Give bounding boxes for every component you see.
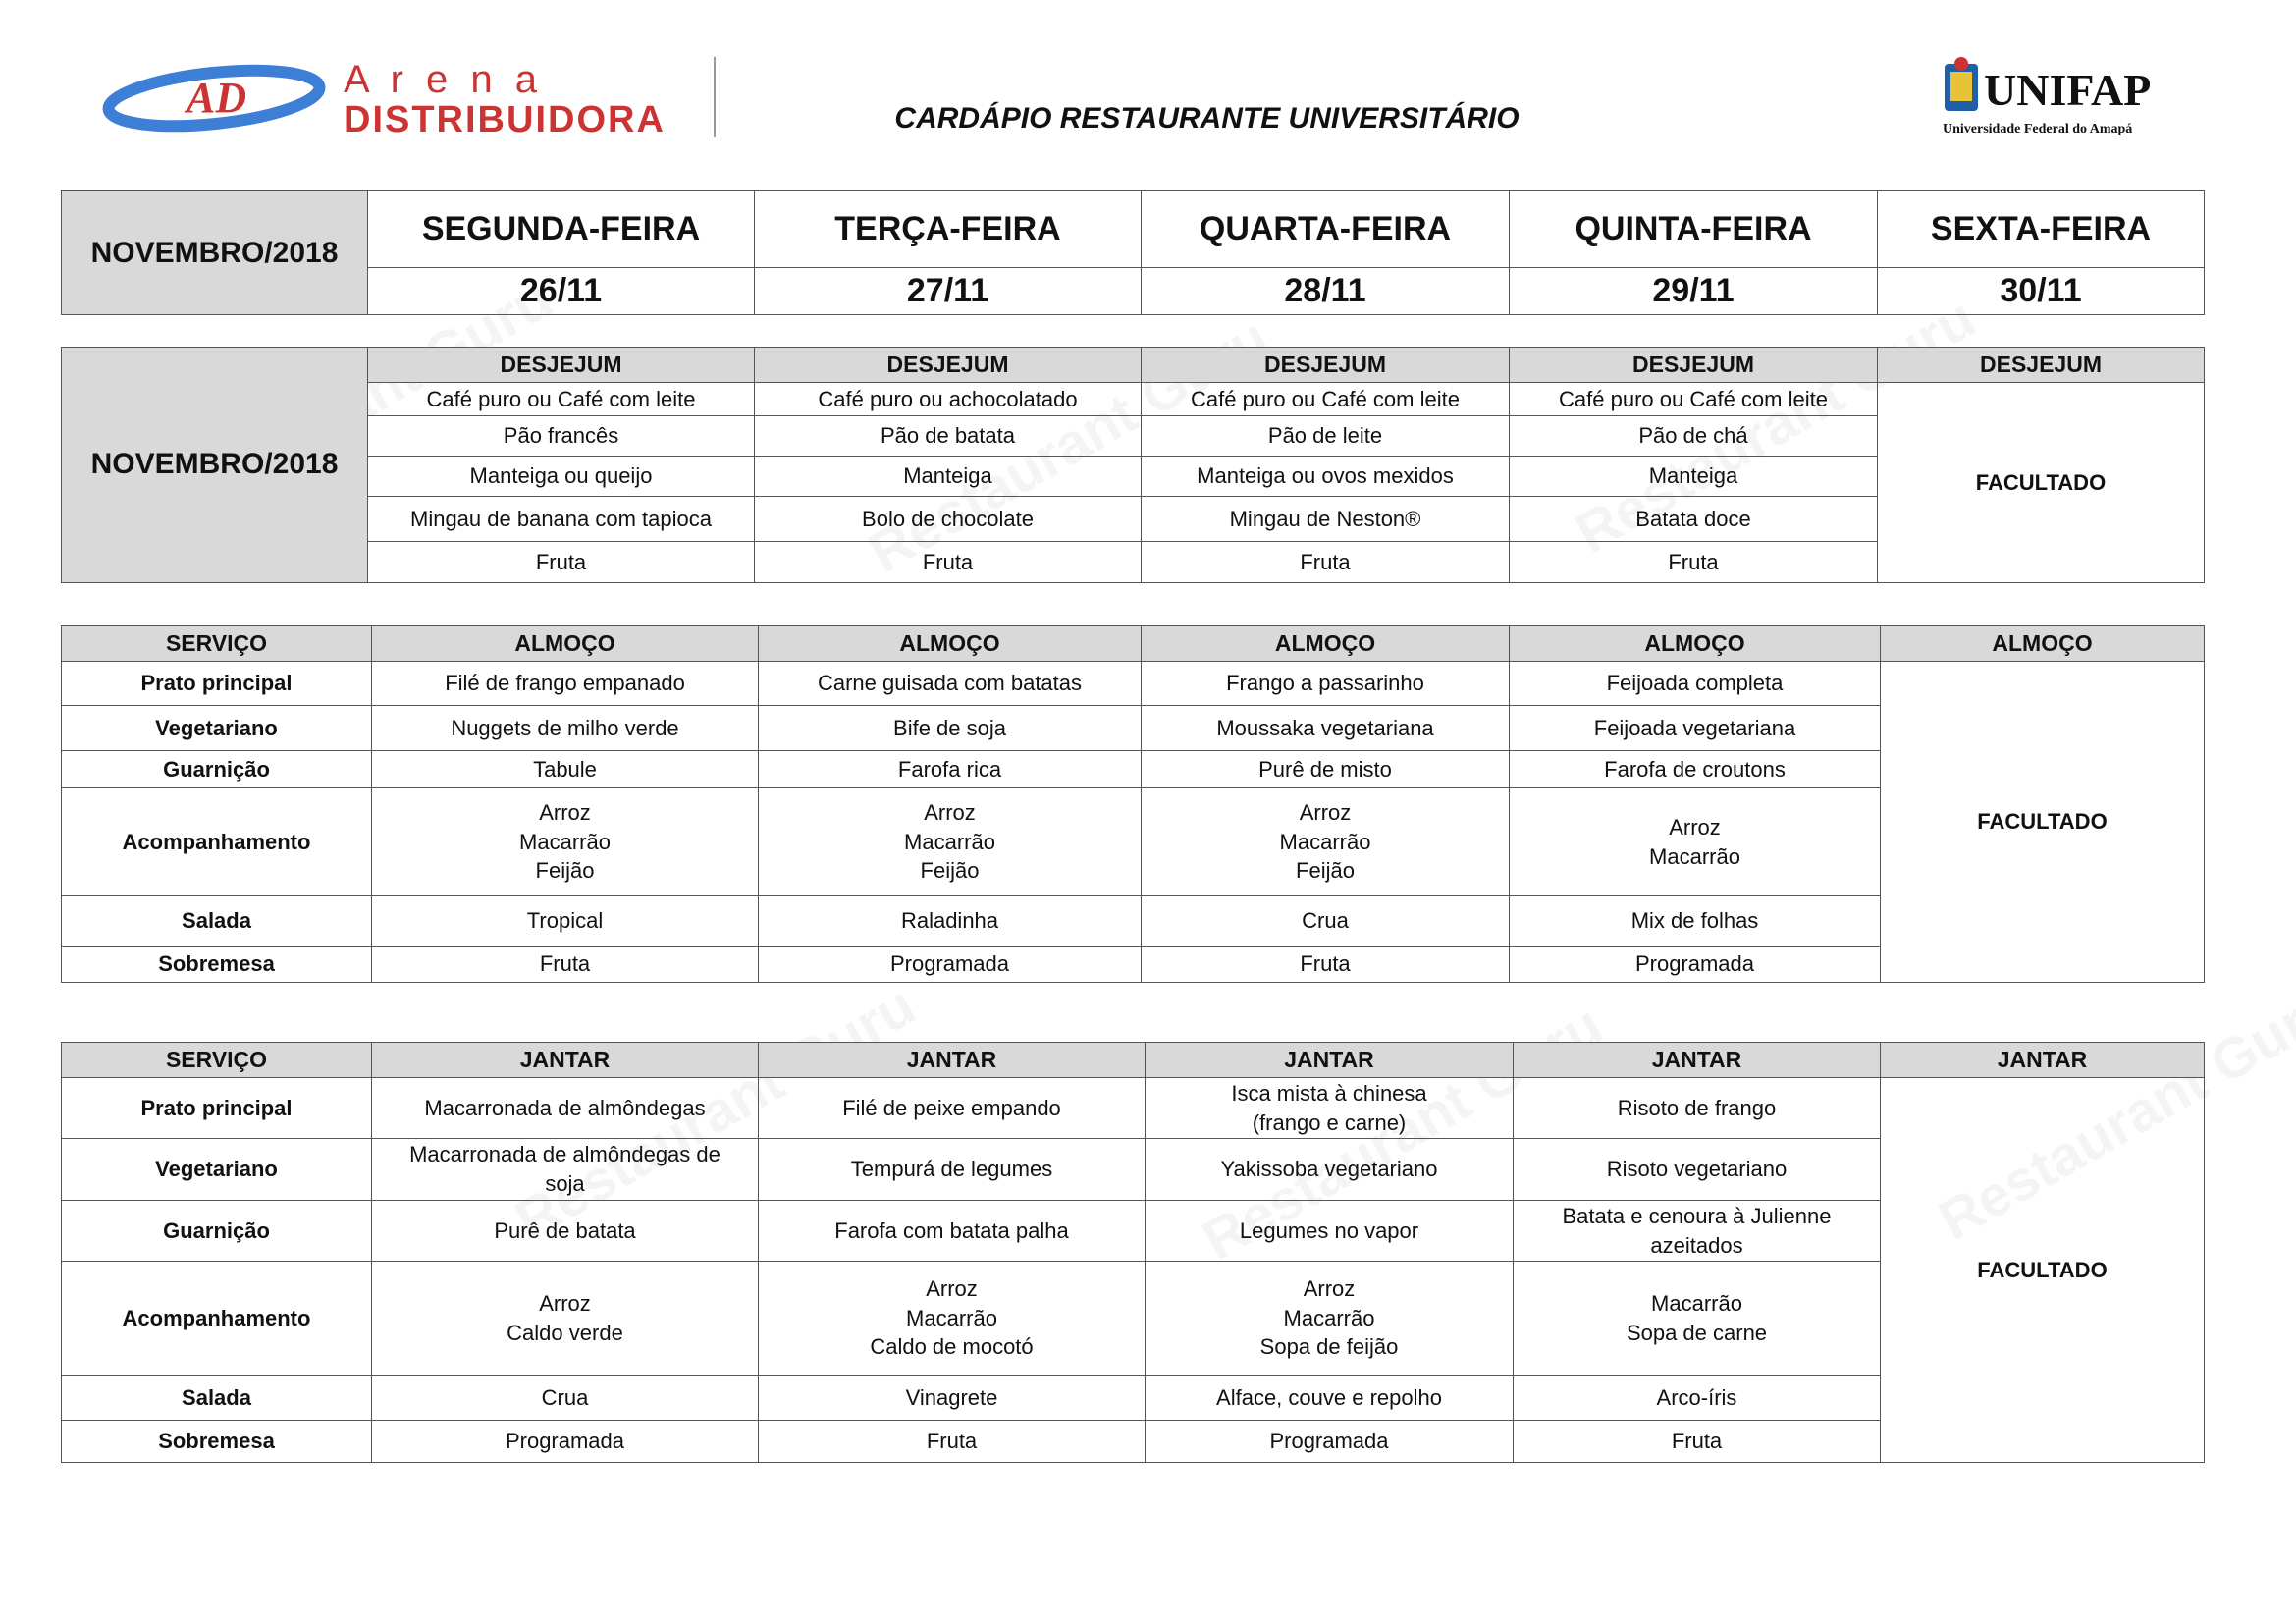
menu-cell: Fruta: [368, 542, 755, 583]
menu-cell: Feijoada vegetariana: [1510, 706, 1881, 751]
desjejum-header: DESJEJUM: [755, 348, 1142, 383]
menu-line: Fruta: [926, 1429, 978, 1454]
menu-line: Batata e cenoura à Julienne: [1562, 1203, 1832, 1228]
menu-cell: [372, 1421, 759, 1463]
almoco-header: ALMOÇO: [372, 626, 759, 662]
menu-line: Arroz: [539, 1290, 591, 1316]
menu-cell: Fruta: [372, 947, 759, 983]
menu-line: Fruta: [1671, 1429, 1723, 1454]
menu-line: Arroz: [924, 799, 976, 825]
menu-cell: [759, 1376, 1146, 1421]
service-label: Vegetariano: [62, 1139, 372, 1201]
jantar-header: JANTAR: [372, 1043, 759, 1078]
day-name: TERÇA-FEIRA: [755, 191, 1142, 268]
menu-cell: Moussaka vegetariana: [1142, 706, 1510, 751]
menu-cell: [1514, 1139, 1881, 1201]
service-label: Sobremesa: [62, 1421, 372, 1463]
menu-cell: Farofa rica: [759, 751, 1142, 788]
jantar-header: JANTAR: [759, 1043, 1146, 1078]
menu-line: Arroz: [1303, 1275, 1356, 1301]
menu-line: Macarrão: [1279, 829, 1371, 854]
menu-cell: Bolo de chocolate: [755, 497, 1142, 542]
menu-cell: [759, 1421, 1146, 1463]
menu-line: Arroz: [926, 1275, 978, 1301]
menu-cell: [1146, 1201, 1514, 1262]
menu-cell: Manteiga ou ovos mexidos: [1142, 457, 1510, 497]
menu-cell: Manteiga: [1510, 457, 1878, 497]
menu-cell: [1146, 1139, 1514, 1201]
menu-cell: Pão de batata: [755, 416, 1142, 457]
menu-cell: Pão francês: [368, 416, 755, 457]
desjejum-month-label: NOVEMBRO/2018: [62, 348, 368, 583]
menu-cell: Feijoada completa: [1510, 662, 1881, 706]
menu-line: soja: [545, 1171, 585, 1196]
service-label: Acompanhamento: [62, 788, 372, 896]
menu-cell: Café puro ou Café com leite: [368, 383, 755, 416]
menu-line: Feijão: [1296, 858, 1355, 884]
menu-cell: [372, 1139, 759, 1201]
almoco-table: [61, 625, 2205, 983]
menu-cell-multi: [759, 1262, 1146, 1376]
menu-cell: [1514, 1078, 1881, 1139]
menu-cell: Fruta: [1510, 542, 1878, 583]
menu-cell: Manteiga: [755, 457, 1142, 497]
menu-line: Risoto de frango: [1617, 1095, 1777, 1120]
menu-line: azeitados: [1650, 1232, 1743, 1258]
menu-cell: Fruta: [755, 542, 1142, 583]
menu-line: Isca mista à chinesa: [1231, 1080, 1427, 1106]
menu-cell: [372, 1376, 759, 1421]
service-label: Guarnição: [62, 751, 372, 788]
service-label: Salada: [62, 1376, 372, 1421]
service-label: Prato principal: [62, 662, 372, 706]
menu-cell: Café puro ou achocolatado: [755, 383, 1142, 416]
menu-line: Feijão: [920, 858, 980, 884]
menu-line: Arco-íris: [1656, 1384, 1737, 1410]
menu-cell: Mingau de banana com tapioca: [368, 497, 755, 542]
menu-line: Programada: [505, 1429, 625, 1454]
menu-cell: Fruta: [1142, 947, 1510, 983]
menu-cell: [759, 1139, 1146, 1201]
logo-brand-bottom: DISTRIBUIDORA: [344, 99, 666, 140]
menu-line: Legumes no vapor: [1239, 1218, 1419, 1243]
menu-line: Macarrão: [906, 1305, 997, 1330]
menu-cell: [759, 1078, 1146, 1139]
jantar-header: JANTAR: [1146, 1043, 1514, 1078]
menu-line: Caldo verde: [507, 1320, 623, 1345]
menu-cell-multi: [372, 1262, 759, 1376]
unifap-name: UNIFAP: [1984, 65, 2152, 115]
menu-line: Filé de peixe empando: [842, 1095, 1061, 1120]
day-date: 28/11: [1142, 268, 1510, 315]
day-name: QUARTA-FEIRA: [1142, 191, 1510, 268]
menu-cell: [372, 1078, 759, 1139]
menu-line: Alface, couve e repolho: [1216, 1384, 1442, 1410]
menu-line: Yakissoba vegetariano: [1220, 1157, 1438, 1182]
menu-cell: [1514, 1421, 1881, 1463]
day-name: SEXTA-FEIRA: [1878, 191, 2205, 268]
menu-cell: Pão de leite: [1142, 416, 1510, 457]
day-name: QUINTA-FEIRA: [1510, 191, 1878, 268]
menu-cell: Fruta: [1142, 542, 1510, 583]
menu-line: (frango e carne): [1252, 1110, 1407, 1135]
desjejum-header: DESJEJUM: [368, 348, 755, 383]
menu-line: Crua: [541, 1384, 589, 1410]
jantar-header: JANTAR: [1881, 1043, 2205, 1078]
service-header: SERVIÇO: [62, 1043, 372, 1078]
menu-line: Risoto vegetariano: [1606, 1157, 1788, 1182]
menu-cell-multi: [372, 788, 759, 896]
day-date: 30/11: [1878, 268, 2205, 315]
service-label: Prato principal: [62, 1078, 372, 1139]
menu-line: Macarronada de almôndegas de: [409, 1142, 721, 1167]
menu-cell: Café puro ou Café com leite: [1510, 383, 1878, 416]
month-label: NOVEMBRO/2018: [62, 191, 368, 315]
day-date: 29/11: [1510, 268, 1878, 315]
menu-cell: [759, 1201, 1146, 1262]
friday-facultado: FACULTADO: [1881, 662, 2205, 983]
desjejum-header: DESJEJUM: [1878, 348, 2205, 383]
menu-cell-multi: [1142, 788, 1510, 896]
menu-cell: Carne guisada com batatas: [759, 662, 1142, 706]
menu-cell: [372, 1201, 759, 1262]
menu-cell: [1146, 1078, 1514, 1139]
day-date: 26/11: [368, 268, 755, 315]
menu-cell: Mingau de Neston®: [1142, 497, 1510, 542]
menu-cell-multi: [1146, 1262, 1514, 1376]
menu-line: Arroz: [539, 799, 591, 825]
service-label: Sobremesa: [62, 947, 372, 983]
almoco-header: ALMOÇO: [759, 626, 1142, 662]
menu-cell: [1146, 1421, 1514, 1463]
menu-line: Feijão: [535, 858, 595, 884]
menu-line: Macarrão: [1283, 1305, 1375, 1330]
menu-line: Sopa de feijão: [1259, 1334, 1399, 1360]
menu-cell: Pão de chá: [1510, 416, 1878, 457]
menu-cell: Raladinha: [759, 896, 1142, 947]
menu-line: Caldo de mocotó: [870, 1334, 1034, 1360]
desjejum-table: [61, 347, 2205, 583]
menu-cell: Tabule: [372, 751, 759, 788]
menu-cell: Crua: [1142, 896, 1510, 947]
menu-cell: Purê de misto: [1142, 751, 1510, 788]
unifap-subtitle: Universidade Federal do Amapá: [1943, 122, 2133, 136]
menu-line: Farofa com batata palha: [834, 1218, 1069, 1243]
menu-cell-multi: [759, 788, 1142, 896]
service-label: Acompanhamento: [62, 1262, 372, 1376]
menu-line: Macarrão: [1649, 843, 1740, 869]
menu-line: Macarrão: [904, 829, 995, 854]
menu-cell: Batata doce: [1510, 497, 1878, 542]
service-header: SERVIÇO: [62, 626, 372, 662]
menu-cell: Programada: [759, 947, 1142, 983]
day-date: 27/11: [755, 268, 1142, 315]
service-label: Salada: [62, 896, 372, 947]
jantar-header: JANTAR: [1514, 1043, 1881, 1078]
menu-cell: Nuggets de milho verde: [372, 706, 759, 751]
menu-line: Purê de batata: [494, 1218, 636, 1243]
menu-line: Arroz: [1669, 814, 1721, 839]
desjejum-header: DESJEJUM: [1142, 348, 1510, 383]
menu-line: Macarronada de almôndegas: [424, 1095, 706, 1120]
menu-cell: Frango a passarinho: [1142, 662, 1510, 706]
menu-line: Programada: [1269, 1429, 1389, 1454]
logo-brand-top: A r e n a: [344, 58, 543, 101]
menu-cell-multi: [1510, 788, 1881, 896]
almoco-header: ALMOÇO: [1510, 626, 1881, 662]
menu-line: Sopa de carne: [1626, 1320, 1768, 1345]
menu-cell: Tropical: [372, 896, 759, 947]
service-label: Guarnição: [62, 1201, 372, 1262]
menu-line: Macarrão: [519, 829, 611, 854]
menu-line: Macarrão: [1651, 1290, 1742, 1316]
menu-cell: Mix de folhas: [1510, 896, 1881, 947]
logo-mark: AD: [187, 74, 247, 122]
menu-cell-multi: [1514, 1262, 1881, 1376]
week-header-table: [61, 190, 2205, 315]
menu-cell: [1514, 1376, 1881, 1421]
menu-cell: Bife de soja: [759, 706, 1142, 751]
menu-cell: Programada: [1510, 947, 1881, 983]
friday-facultado: FACULTADO: [1878, 383, 2205, 583]
day-name: SEGUNDA-FEIRA: [368, 191, 755, 268]
page-title: CARDÁPIO RESTAURANTE UNIVERSITÁRIO: [894, 102, 1520, 135]
menu-line: Tempurá de legumes: [850, 1157, 1053, 1182]
friday-facultado: FACULTADO: [1881, 1078, 2205, 1463]
menu-cell: Café puro ou Café com leite: [1142, 383, 1510, 416]
menu-cell: Farofa de croutons: [1510, 751, 1881, 788]
menu-cell: Filé de frango empanado: [372, 662, 759, 706]
menu-line: Arroz: [1299, 799, 1352, 825]
jantar-table: [61, 1042, 2205, 1463]
almoco-header: ALMOÇO: [1881, 626, 2205, 662]
almoco-header: ALMOÇO: [1142, 626, 1510, 662]
menu-cell: [1514, 1201, 1881, 1262]
desjejum-header: DESJEJUM: [1510, 348, 1878, 383]
menu-line: Vinagrete: [905, 1384, 998, 1410]
menu-cell: Manteiga ou queijo: [368, 457, 755, 497]
service-label: Vegetariano: [62, 706, 372, 751]
menu-cell: [1146, 1376, 1514, 1421]
